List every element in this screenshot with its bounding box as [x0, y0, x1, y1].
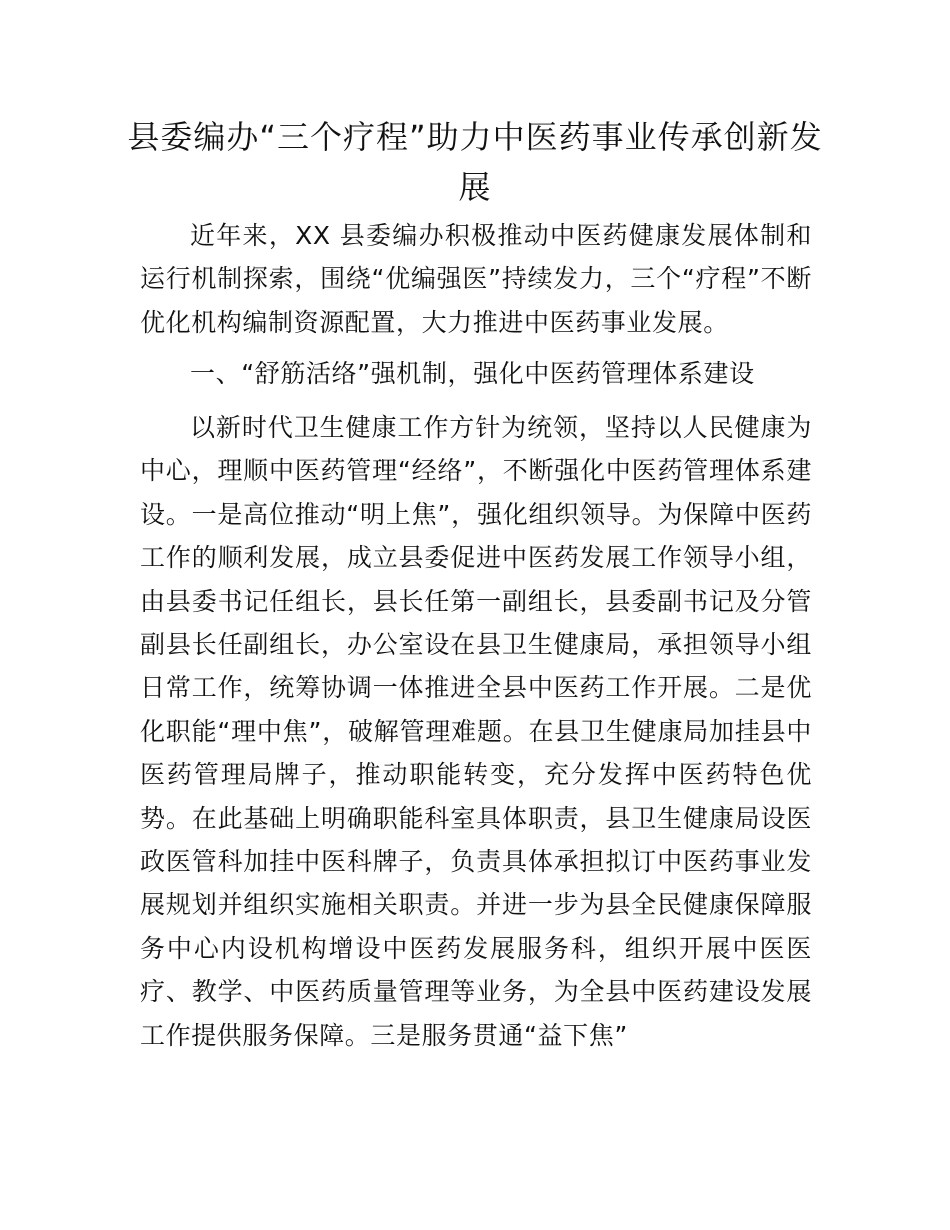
section-heading: 一、“舒筋活络”强机制，强化中医药管理体系建设 [190, 359, 755, 388]
body-paragraph: 以新时代卫生健康工作方针为统领，坚持以人民健康为中心，理顺中医药管理“经络”，不断强化中医药管理体系建设。一是高位推动“明上焦”，强化组织领导。为保障中医药工作的顺利发展，成立县委促进中医药发展工作领导小组，由县委书记任组长，县长任第一副组长，县委副书记及分管副县长任副组长，办公室设在县卫生健康局，承担领导小组日常工作，统筹协调一体推进全县中医药工作开展。二是优化职能“理中焦”，破解管理难题。在县卫生健康局加挂县中医药管理局牌子，推动职能转变，充分发挥中医药特色优势。在此基础上明确职能科室具体职责，县卫生健康局设医政医管科加挂中医科牌子，负责具体承担拟订中医药事业发展规划并组织实施相关职责。并进一步为县全民健康保障服务中心内设机构增设中医药发展服务科，组织开展中医医疗、教学、中医药质量管理等业务，为全县中医药建设发展工作提供服务保障。三是服务贯通“益下焦” [140, 413, 812, 1050]
document-title: 县委编办“三个疗程”助力中医药事业传承创新发展 [127, 118, 823, 206]
intro-paragraph: 近年来，XX 县委编办积极推动中医药健康发展体制和运行机制探索，围绕“优编强医”持续发力，三个“疗程”不断优化机构编制资源配置，大力推进中医药事业发展。 [140, 221, 812, 337]
